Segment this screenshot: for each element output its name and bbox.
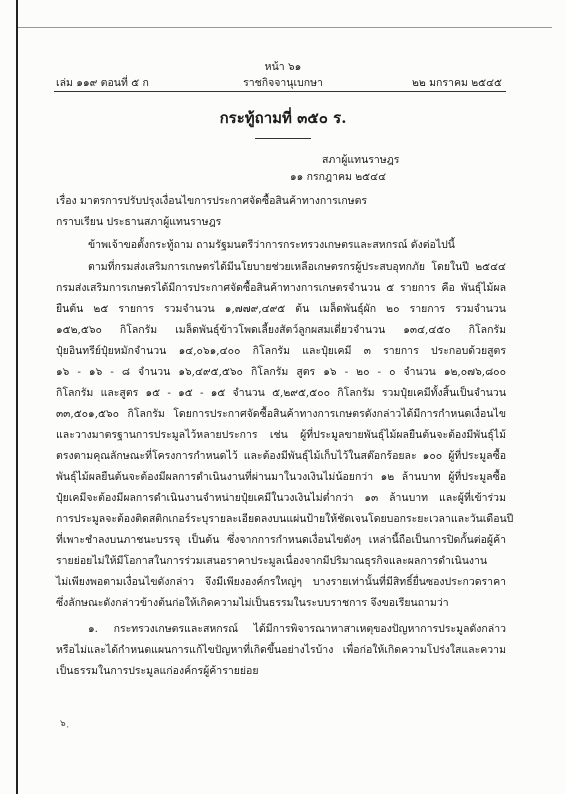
body-line: พันธุ์ไม้ผลยืนต้นจะต้องมีผลการดำเนินงานที่ผ่านมาในวงเงินไม่น้อยกว่า ๑๒ ล้านบาท ผู้ที่ประมูลซื้อ [56, 471, 506, 483]
addressee: สภาผู้แทนราษฎร [322, 154, 400, 166]
body-line: ตามที่กรมส่งเสริมการเกษตรได้มีนโยบายช่วยเหลือเกษตรกรผู้ประสบอุทกภัย โดยในปี ๒๕๔๔ [88, 261, 506, 273]
body-line: ซึ่งลักษณะดังกล่าวข้างต้นก่อให้เกิดความไม่เป็นธรรมในระบบราชการ จึงขอเรียนถามว่า [56, 597, 449, 609]
body-line: ๓๓,๕๐๑,๕๖๐ กิโลกรัม โดยการประกาศจัดซื้อสินค้าทางการเกษตรดังกล่าวได้มีการกำหนดเงื่อนไข [56, 408, 506, 420]
body-line: ๑๖ - ๑๖ - ๘ จำนวน ๑๖,๔๙๕,๕๖๐ กิโลกรัม สูตร ๑๖ - ๒๐ - ๐ จำนวน ๑๒,๐๗๖,๘๐๐ [56, 366, 506, 378]
question-line: เป็นธรรมในการประมูลแก่องค์กรผู้ค้ารายย่อย [56, 665, 259, 677]
body-line: กิโลกรัม และสูตร ๑๕ - ๑๕ - ๑๕ จำนวน ๕,๒๙๕,๕๐๐ กิโลกรัม รวมปุ๋ยเคมีทั้งสิ้นเป็นจำนวน [56, 387, 506, 399]
stray-mark: ๖ ฺ [60, 719, 69, 729]
body-line: ที่เพาะชำลงบนภาชนะบรรจุ เป็นต้น ซึ่งจากการกำหนดเงื่อนไขดังๆ เหล่านี้ถือเป็นการปิดกั้นต่อผู้ค้า [56, 534, 506, 546]
body-line: ปุ๋ยอินทรีย์ปุ๋ยหมักจำนวน ๑๔,๐๖๑,๔๐๐ กิโลกรัม และปุ๋ยเคมี ๓ รายการ ประกอบด้วยสูตร [56, 345, 506, 357]
page-header [0, 58, 566, 88]
body-line: การประมูลจะต้องติดสติกเกอร์ระบุรายละเอียดลงบนแผ่นป้ายให้ชัดเจนโดยบอกระยะเวลาและวันเดือนปี [56, 513, 514, 525]
document-title: กระทู้ถามที่ ๓๕๐ ร. [219, 109, 347, 127]
question-line: ๑. กระทรวงเกษตรและสหกรณ์ ได้มีการพิจารณาหาสาเหตุของปัญหาการประมูลดังกล่าว [88, 623, 506, 635]
body-line: ปุ๋ยเคมีจะต้องมีผลการดำเนินงานจำหน่ายปุ๋ยเคมีในวงเงินไม่ต่ำกว่า ๑๓ ล้านบาท และผู้ที่เข้าร่วม [56, 492, 506, 504]
subject-line: เรื่อง มาตรการปรับปรุงเงื่อนไขการประกาศจัดซื้อสินค้าทางการเกษตร [56, 195, 368, 207]
body-line: รายย่อยไม่ให้มีโอกาสในการร่วมเสนอราคาประมูลเนื่องจากมีปริมาณธุรกิจและผลการดำเนินงาน [56, 555, 488, 567]
gazette-name: ราชกิจจานุเบกษา [243, 77, 323, 89]
top-rule [18, 27, 552, 28]
body-line: ตรงตามคุณลักษณะที่โครงการกำหนดไว้ และต้องมีพันธุ์ไม้เก็บไว้ในสต๊อกร้อยละ ๑๐๐ ผู้ที่ประมูลซื้อ [56, 450, 506, 462]
salutation-line: กราบเรียน ประธานสภาผู้แทนราษฎร [56, 216, 222, 228]
body-line: ๑๕๒,๕๖๐ กิโลกรัม เมล็ดพันธุ์ข้าวโพดเลี้ยงสัตว์ลูกผสมเดี่ยวจำนวน ๑๓๔,๔๕๐ กิโลกรัม [56, 324, 506, 336]
page-number: หน้า ๖๑ [264, 61, 302, 73]
publication-date: ๒๒ มกราคม ๒๕๔๕ [411, 77, 502, 89]
title-rule [255, 138, 311, 139]
intro-line: ข้าพเจ้าขอตั้งกระทู้ถาม ถามรัฐมนตรีว่าการกระทรวงเกษตรและสหกรณ์ ดังต่อไปนี้ [88, 239, 455, 251]
body-line: ยืนต้น ๒๕ รายการ รวมจำนวน ๑,๗๗๙,๔๙๕ ต้น เมล็ดพันธุ์ผัก ๒๐ รายการ รวมจำนวน [56, 303, 506, 315]
body-line: และวางมาตรฐานการประมูลไว้หลายประการ เช่น ผู้ที่ประมูลขายพันธุ์ไม้ผลยืนต้นจะต้องมีพันธุ์ไม้ [56, 429, 506, 441]
sent-date: ๑๑ กรกฎาคม ๒๕๔๔ [290, 171, 387, 183]
issue-number: เล่ม ๑๑๙ ตอนที่ ๕ ก [56, 77, 149, 89]
question-line: หรือไม่และได้กำหนดแผนการแก้ไขปัญหาที่เกิดขึ้นอย่างไรบ้าง เพื่อก่อให้เกิดความโปร่งใสและความ [56, 644, 506, 656]
header-rule [54, 91, 506, 92]
body-line: ไม่เพียงพอตามเงื่อนไขดังกล่าว จึงมีเพียงองค์กรใหญ่ๆ บางรายเท่านั้นที่มีสิทธิ์ยื่นซองประกวดราคา [56, 576, 506, 588]
body-line: กรมส่งเสริมการเกษตรได้มีการประกาศจัดซื้อสินค้าทางการเกษตรจำนวน ๕ รายการ คือ พันธุ์ไม้ผล [56, 282, 506, 294]
